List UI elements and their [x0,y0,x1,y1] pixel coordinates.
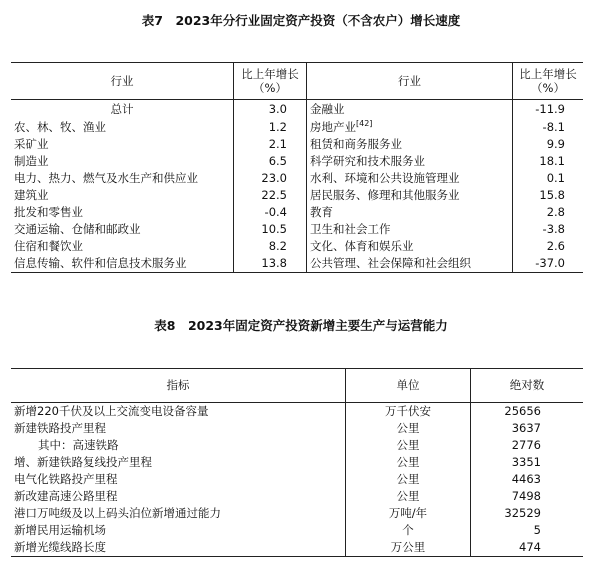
absolute-value: 4463 [471,471,584,488]
right-industry-name [307,119,513,136]
unit-value: 公里 [346,471,471,488]
right-growth-value: 0.1 [513,170,584,187]
left-growth-value: 2.1 [234,136,307,153]
industry-investment-growth-table [11,62,583,273]
table-row [11,539,583,557]
table-row [11,204,583,221]
table7-header-row [11,63,583,100]
left-industry-name: 住宿和餐饮业 [14,238,83,253]
growth-header-right [513,63,584,100]
right-industry-name: 租赁和商务服务业 [307,136,513,153]
right-industry-name: 卫生和社会工作 [307,221,513,238]
left-industry-name: 农、林、牧、渔业 [14,119,106,134]
right-industry-label: 房地产业 [310,119,356,134]
absolute-value: 3637 [471,420,584,437]
left-industry-name: 电力、热力、燃气及水生产和供应业 [14,170,198,185]
unit-value: 个 [346,522,471,539]
left-growth-value: 8.2 [234,238,307,255]
table-row [11,420,583,437]
footnote-ref: [42] [356,118,373,128]
left-growth-value: 1.2 [234,119,307,136]
right-growth-value: 9.9 [513,136,584,153]
table-row [11,136,583,153]
right-growth-value: 15.8 [513,187,584,204]
unit-value: 万千伏安 [346,403,471,421]
unit-value: 万吨/年 [346,505,471,522]
right-growth-value: 2.8 [513,204,584,221]
right-growth-value: -37.0 [513,255,584,273]
unit-value: 公里 [346,420,471,437]
indicator-header: 指标 [11,369,346,403]
right-industry-name: 公共管理、社会保障和社会组织 [307,255,513,273]
table-row [11,437,583,454]
growth-header-left-line1: 比上年增长 [241,67,299,81]
left-growth-value: 6.5 [234,153,307,170]
left-growth-value: 23.0 [234,170,307,187]
left-industry-name: 总计 [110,101,134,116]
table8-title: 表8 2023年固定资产投资新增主要生产与运营能力 [154,318,448,333]
left-growth-value: 3.0 [234,100,307,119]
unit-value: 公里 [346,454,471,471]
left-growth-value: -0.4 [234,204,307,221]
indicator-name-sub: 其中：高速铁路 [38,438,119,452]
table8-header-row [11,369,583,403]
unit-value: 万公里 [346,539,471,557]
right-industry-name: 教育 [307,204,513,221]
unit-value: 公里 [346,488,471,505]
table-row [11,187,583,204]
table-row [11,221,583,238]
growth-header-left-line2: （%） [253,81,287,95]
absolute-value-header: 绝对数 [471,369,584,403]
indicator-name: 新增220千伏及以上交流变电设备容量 [14,404,209,418]
left-industry-name: 建筑业 [14,187,49,202]
left-industry-name: 制造业 [14,153,49,168]
right-growth-value: -8.1 [513,119,584,136]
right-industry-name: 文化、体育和娱乐业 [307,238,513,255]
left-growth-value: 22.5 [234,187,307,204]
absolute-value: 474 [471,539,584,557]
left-industry-name: 信息传输、软件和信息技术服务业 [14,255,187,270]
indicator-name: 新增光缆线路长度 [14,540,106,554]
table-row [11,119,583,136]
table-row [11,471,583,488]
right-growth-value: -11.9 [513,100,584,119]
right-industry-name: 居民服务、修理和其他服务业 [307,187,513,204]
new-capacity-table [11,368,583,557]
indicator-name: 增、新建铁路复线投产里程 [14,455,152,469]
right-industry-name: 水利、环境和公共设施管理业 [307,170,513,187]
right-growth-value: 2.6 [513,238,584,255]
growth-header-right-line1: 比上年增长 [519,67,577,81]
indicator-name: 电气化铁路投产里程 [14,472,118,486]
indicator-name: 新改建高速公路里程 [14,489,118,503]
absolute-value: 5 [471,522,584,539]
left-industry-name: 批发和零售业 [14,204,83,219]
absolute-value: 25656 [471,403,584,421]
table-row [11,403,583,421]
indicator-name: 港口万吨级及以上码头泊位新增通过能力 [14,506,221,520]
table-row [11,238,583,255]
left-industry-name: 采矿业 [14,136,49,151]
table7-title: 表7 2023年分行业固定资产投资（不含农户）增长速度 [141,13,461,28]
absolute-value: 7498 [471,488,584,505]
table-row [11,153,583,170]
right-industry-name: 金融业 [307,100,513,119]
absolute-value: 2776 [471,437,584,454]
left-industry-name: 交通运输、仓储和邮政业 [14,221,141,236]
table-row [11,454,583,471]
table-row [11,100,583,119]
left-growth-value: 13.8 [234,255,307,273]
right-growth-value: 18.1 [513,153,584,170]
table-row [11,505,583,522]
left-growth-value: 10.5 [234,221,307,238]
unit-header: 单位 [346,369,471,403]
indicator-name: 新增民用运输机场 [14,523,106,537]
industry-header-right: 行业 [307,63,513,100]
absolute-value: 32529 [471,505,584,522]
right-industry-name: 科学研究和技术服务业 [307,153,513,170]
growth-header-left [234,63,307,100]
right-growth-value: -3.8 [513,221,584,238]
absolute-value: 3351 [471,454,584,471]
industry-header-left: 行业 [11,63,234,100]
table-row [11,522,583,539]
table-row [11,170,583,187]
indicator-name: 新建铁路投产里程 [14,421,106,435]
growth-header-right-line2: （%） [531,81,565,95]
table-row [11,488,583,505]
unit-value: 公里 [346,437,471,454]
table-row [11,255,583,273]
